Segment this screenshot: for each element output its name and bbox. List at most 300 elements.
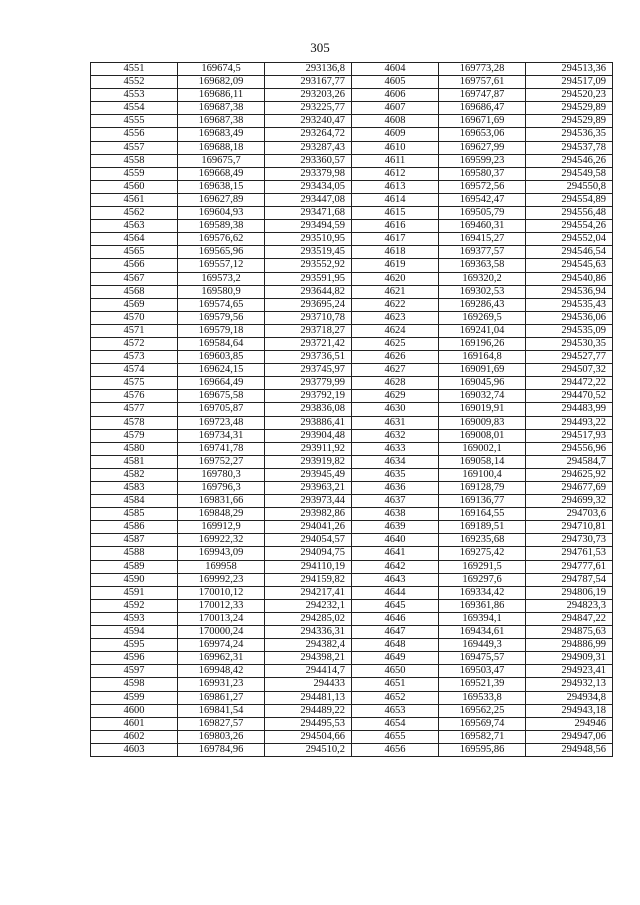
point-number-cell: 4603	[91, 743, 178, 756]
y-coordinate-cell: 294536,94	[526, 285, 613, 298]
x-coordinate-cell: 169686,47	[439, 102, 526, 115]
y-coordinate-cell: 293710,78	[265, 311, 352, 324]
x-coordinate-cell: 169638,15	[178, 180, 265, 193]
table-row	[91, 652, 613, 665]
point-number-cell: 4581	[91, 455, 178, 468]
point-number-cell: 4642	[352, 560, 439, 573]
x-coordinate-cell: 169912,9	[178, 521, 265, 534]
table-row	[91, 416, 613, 429]
y-coordinate-cell: 293379,98	[265, 167, 352, 180]
point-number-cell: 4564	[91, 233, 178, 246]
x-coordinate-cell: 169377,57	[439, 246, 526, 259]
y-coordinate-cell: 294546,26	[526, 154, 613, 167]
x-coordinate-cell: 169675,58	[178, 390, 265, 403]
point-number-cell: 4623	[352, 311, 439, 324]
y-coordinate-cell: 294699,32	[526, 495, 613, 508]
x-coordinate-cell: 169757,61	[439, 76, 526, 89]
y-coordinate-cell: 294730,73	[526, 534, 613, 547]
y-coordinate-cell: 293552,92	[265, 259, 352, 272]
page-number: 305	[310, 40, 330, 55]
x-coordinate-cell: 169542,47	[439, 193, 526, 206]
table-row	[91, 154, 613, 167]
point-number-cell: 4600	[91, 704, 178, 717]
x-coordinate-cell: 169241,04	[439, 324, 526, 337]
x-coordinate-cell: 169363,58	[439, 259, 526, 272]
point-number-cell: 4551	[91, 63, 178, 76]
table-row	[91, 351, 613, 364]
y-coordinate-cell: 294934,8	[526, 691, 613, 704]
table-row	[91, 337, 613, 350]
y-coordinate-cell: 293519,45	[265, 246, 352, 259]
y-coordinate-cell: 294549,58	[526, 167, 613, 180]
point-number-cell: 4594	[91, 626, 178, 639]
point-number-cell: 4571	[91, 324, 178, 337]
y-coordinate-cell: 293779,99	[265, 377, 352, 390]
y-coordinate-cell: 294336,31	[265, 626, 352, 639]
x-coordinate-cell: 169603,85	[178, 351, 265, 364]
y-coordinate-cell: 293911,92	[265, 442, 352, 455]
table-row	[91, 233, 613, 246]
point-number-cell: 4630	[352, 403, 439, 416]
y-coordinate-cell: 294414,7	[265, 665, 352, 678]
x-coordinate-cell: 169831,66	[178, 495, 265, 508]
point-number-cell: 4650	[352, 665, 439, 678]
point-number-cell: 4572	[91, 337, 178, 350]
point-number-cell: 4586	[91, 521, 178, 534]
point-number-cell: 4553	[91, 89, 178, 102]
point-number-cell: 4617	[352, 233, 439, 246]
table-row	[91, 586, 613, 599]
x-coordinate-cell: 169291,5	[439, 560, 526, 573]
table-row	[91, 272, 613, 285]
y-coordinate-cell: 294875,63	[526, 626, 613, 639]
table-row	[91, 495, 613, 508]
x-coordinate-cell: 169582,71	[439, 730, 526, 743]
table-row	[91, 599, 613, 612]
point-number-cell: 4599	[91, 691, 178, 704]
table-row	[91, 521, 613, 534]
y-coordinate-cell: 294847,22	[526, 612, 613, 625]
y-coordinate-cell: 294517,09	[526, 76, 613, 89]
point-number-cell: 4560	[91, 180, 178, 193]
table-row	[91, 612, 613, 625]
y-coordinate-cell: 294520,23	[526, 89, 613, 102]
table-row	[91, 167, 613, 180]
x-coordinate-cell: 170000,24	[178, 626, 265, 639]
table-row	[91, 534, 613, 547]
x-coordinate-cell: 169579,18	[178, 324, 265, 337]
y-coordinate-cell: 294537,78	[526, 141, 613, 154]
point-number-cell: 4580	[91, 442, 178, 455]
point-number-cell: 4629	[352, 390, 439, 403]
point-number-cell: 4566	[91, 259, 178, 272]
x-coordinate-cell: 169796,3	[178, 482, 265, 495]
table-row	[91, 455, 613, 468]
coordinates-table	[90, 62, 613, 757]
y-coordinate-cell: 293287,43	[265, 141, 352, 154]
x-coordinate-cell: 169019,91	[439, 403, 526, 416]
y-coordinate-cell: 293360,57	[265, 154, 352, 167]
y-coordinate-cell: 294530,35	[526, 337, 613, 350]
y-coordinate-cell: 294517,93	[526, 429, 613, 442]
point-number-cell: 4610	[352, 141, 439, 154]
x-coordinate-cell: 169675,7	[178, 154, 265, 167]
y-coordinate-cell: 293695,24	[265, 298, 352, 311]
table-row	[91, 678, 613, 691]
y-coordinate-cell: 294806,19	[526, 586, 613, 599]
point-number-cell: 4579	[91, 429, 178, 442]
table-row	[91, 76, 613, 89]
x-coordinate-cell: 169687,38	[178, 102, 265, 115]
table-row	[91, 403, 613, 416]
y-coordinate-cell: 293591,95	[265, 272, 352, 285]
point-number-cell: 4616	[352, 220, 439, 233]
x-coordinate-cell: 169803,26	[178, 730, 265, 743]
x-coordinate-cell: 169671,69	[439, 115, 526, 128]
table-row	[91, 246, 613, 259]
y-coordinate-cell: 293225,77	[265, 102, 352, 115]
x-coordinate-cell: 169627,99	[439, 141, 526, 154]
y-coordinate-cell: 294948,56	[526, 743, 613, 756]
y-coordinate-cell: 293447,08	[265, 193, 352, 206]
point-number-cell: 4632	[352, 429, 439, 442]
y-coordinate-cell: 294513,36	[526, 63, 613, 76]
y-coordinate-cell: 294932,13	[526, 678, 613, 691]
y-coordinate-cell: 293836,08	[265, 403, 352, 416]
y-coordinate-cell: 294472,22	[526, 377, 613, 390]
y-coordinate-cell: 294550,8	[526, 180, 613, 193]
point-number-cell: 4584	[91, 495, 178, 508]
x-coordinate-cell: 169572,56	[439, 180, 526, 193]
table-row	[91, 468, 613, 481]
x-coordinate-cell: 169058,14	[439, 455, 526, 468]
point-number-cell: 4619	[352, 259, 439, 272]
point-number-cell: 4620	[352, 272, 439, 285]
x-coordinate-cell: 169624,15	[178, 364, 265, 377]
point-number-cell: 4641	[352, 547, 439, 560]
x-coordinate-cell: 169573,2	[178, 272, 265, 285]
x-coordinate-cell: 169100,4	[439, 468, 526, 481]
point-number-cell: 4585	[91, 508, 178, 521]
table-row	[91, 141, 613, 154]
y-coordinate-cell: 294483,99	[526, 403, 613, 416]
y-coordinate-cell: 294489,22	[265, 704, 352, 717]
point-number-cell: 4591	[91, 586, 178, 599]
table-row	[91, 717, 613, 730]
point-number-cell: 4622	[352, 298, 439, 311]
point-number-cell: 4633	[352, 442, 439, 455]
x-coordinate-cell: 169848,29	[178, 508, 265, 521]
table-row	[91, 102, 613, 115]
y-coordinate-cell: 294710,81	[526, 521, 613, 534]
table-row	[91, 220, 613, 233]
table-row	[91, 560, 613, 573]
point-number-cell: 4648	[352, 639, 439, 652]
point-number-cell: 4618	[352, 246, 439, 259]
point-number-cell: 4557	[91, 141, 178, 154]
x-coordinate-cell: 169958	[178, 560, 265, 573]
x-coordinate-cell: 169604,93	[178, 207, 265, 220]
x-coordinate-cell: 169008,01	[439, 429, 526, 442]
point-number-cell: 4583	[91, 482, 178, 495]
y-coordinate-cell: 293963,21	[265, 482, 352, 495]
x-coordinate-cell: 169589,38	[178, 220, 265, 233]
table-row	[91, 429, 613, 442]
point-number-cell: 4568	[91, 285, 178, 298]
x-coordinate-cell: 169841,54	[178, 704, 265, 717]
x-coordinate-cell: 169682,09	[178, 76, 265, 89]
x-coordinate-cell: 169687,38	[178, 115, 265, 128]
y-coordinate-cell: 293644,82	[265, 285, 352, 298]
x-coordinate-cell: 169579,56	[178, 311, 265, 324]
point-number-cell: 4589	[91, 560, 178, 573]
table-row	[91, 547, 613, 560]
table-row	[91, 89, 613, 102]
y-coordinate-cell: 294529,89	[526, 102, 613, 115]
y-coordinate-cell: 294054,57	[265, 534, 352, 547]
y-coordinate-cell: 293919,82	[265, 455, 352, 468]
point-number-cell: 4637	[352, 495, 439, 508]
y-coordinate-cell: 294552,04	[526, 233, 613, 246]
point-number-cell: 4596	[91, 652, 178, 665]
x-coordinate-cell: 169974,24	[178, 639, 265, 652]
point-number-cell: 4608	[352, 115, 439, 128]
point-number-cell: 4634	[352, 455, 439, 468]
x-coordinate-cell: 169576,62	[178, 233, 265, 246]
y-coordinate-cell: 294507,32	[526, 364, 613, 377]
x-coordinate-cell: 169460,31	[439, 220, 526, 233]
y-coordinate-cell: 294584,7	[526, 455, 613, 468]
x-coordinate-cell: 169269,5	[439, 311, 526, 324]
y-coordinate-cell: 294923,41	[526, 665, 613, 678]
y-coordinate-cell: 294761,53	[526, 547, 613, 560]
x-coordinate-cell: 169705,87	[178, 403, 265, 416]
y-coordinate-cell: 294159,82	[265, 573, 352, 586]
y-coordinate-cell: 293973,44	[265, 495, 352, 508]
y-coordinate-cell: 294947,06	[526, 730, 613, 743]
x-coordinate-cell: 169686,11	[178, 89, 265, 102]
x-coordinate-cell: 169045,96	[439, 377, 526, 390]
x-coordinate-cell: 169562,25	[439, 704, 526, 717]
y-coordinate-cell: 294946	[526, 717, 613, 730]
point-number-cell: 4601	[91, 717, 178, 730]
point-number-cell: 4611	[352, 154, 439, 167]
x-coordinate-cell: 169627,89	[178, 193, 265, 206]
table-row	[91, 665, 613, 678]
x-coordinate-cell: 169962,31	[178, 652, 265, 665]
y-coordinate-cell: 294556,96	[526, 442, 613, 455]
y-coordinate-cell: 294382,4	[265, 639, 352, 652]
point-number-cell: 4570	[91, 311, 178, 324]
y-coordinate-cell: 293240,47	[265, 115, 352, 128]
table-row	[91, 298, 613, 311]
table-row	[91, 390, 613, 403]
point-number-cell: 4556	[91, 128, 178, 141]
y-coordinate-cell: 294527,77	[526, 351, 613, 364]
point-number-cell: 4655	[352, 730, 439, 743]
table-row	[91, 377, 613, 390]
x-coordinate-cell: 169580,9	[178, 285, 265, 298]
table-row	[91, 743, 613, 756]
point-number-cell: 4587	[91, 534, 178, 547]
table-row	[91, 639, 613, 652]
y-coordinate-cell: 293494,59	[265, 220, 352, 233]
table-row	[91, 180, 613, 193]
y-coordinate-cell: 294398,21	[265, 652, 352, 665]
x-coordinate-cell: 170012,33	[178, 599, 265, 612]
table-row	[91, 259, 613, 272]
point-number-cell: 4645	[352, 599, 439, 612]
x-coordinate-cell: 169475,57	[439, 652, 526, 665]
y-coordinate-cell: 294536,35	[526, 128, 613, 141]
y-coordinate-cell: 293945,49	[265, 468, 352, 481]
x-coordinate-cell: 169723,48	[178, 416, 265, 429]
x-coordinate-cell: 169449,3	[439, 639, 526, 652]
y-coordinate-cell: 294217,41	[265, 586, 352, 599]
point-number-cell: 4558	[91, 154, 178, 167]
table-row	[91, 364, 613, 377]
point-number-cell: 4576	[91, 390, 178, 403]
x-coordinate-cell: 169302,53	[439, 285, 526, 298]
y-coordinate-cell: 294041,26	[265, 521, 352, 534]
table-row	[91, 128, 613, 141]
point-number-cell: 4607	[352, 102, 439, 115]
y-coordinate-cell: 294540,86	[526, 272, 613, 285]
y-coordinate-cell: 293203,26	[265, 89, 352, 102]
point-number-cell: 4567	[91, 272, 178, 285]
coordinates-table-body	[91, 63, 613, 757]
point-number-cell: 4621	[352, 285, 439, 298]
table-row	[91, 63, 613, 76]
y-coordinate-cell: 293136,8	[265, 63, 352, 76]
x-coordinate-cell: 169574,65	[178, 298, 265, 311]
y-coordinate-cell: 293745,97	[265, 364, 352, 377]
y-coordinate-cell: 294535,09	[526, 324, 613, 337]
y-coordinate-cell: 293434,05	[265, 180, 352, 193]
point-number-cell: 4569	[91, 298, 178, 311]
point-number-cell: 4577	[91, 403, 178, 416]
point-number-cell: 4651	[352, 678, 439, 691]
x-coordinate-cell: 169922,32	[178, 534, 265, 547]
table-row	[91, 730, 613, 743]
point-number-cell: 4624	[352, 324, 439, 337]
x-coordinate-cell: 169734,31	[178, 429, 265, 442]
x-coordinate-cell: 169780,3	[178, 468, 265, 481]
y-coordinate-cell: 293718,27	[265, 324, 352, 337]
y-coordinate-cell: 293736,51	[265, 351, 352, 364]
point-number-cell: 4590	[91, 573, 178, 586]
point-number-cell: 4588	[91, 547, 178, 560]
point-number-cell: 4595	[91, 639, 178, 652]
x-coordinate-cell: 169297,6	[439, 573, 526, 586]
point-number-cell: 4656	[352, 743, 439, 756]
y-coordinate-cell: 294535,43	[526, 298, 613, 311]
x-coordinate-cell: 169595,86	[439, 743, 526, 756]
point-number-cell: 4604	[352, 63, 439, 76]
x-coordinate-cell: 169361,86	[439, 599, 526, 612]
table-row	[91, 193, 613, 206]
x-coordinate-cell: 169235,68	[439, 534, 526, 547]
point-number-cell: 4555	[91, 115, 178, 128]
point-number-cell: 4646	[352, 612, 439, 625]
x-coordinate-cell: 169196,26	[439, 337, 526, 350]
y-coordinate-cell: 294510,2	[265, 743, 352, 756]
point-number-cell: 4644	[352, 586, 439, 599]
y-coordinate-cell: 294625,92	[526, 468, 613, 481]
y-coordinate-cell: 294909,31	[526, 652, 613, 665]
point-number-cell: 4647	[352, 626, 439, 639]
table-row	[91, 311, 613, 324]
x-coordinate-cell: 169320,2	[439, 272, 526, 285]
x-coordinate-cell: 169002,1	[439, 442, 526, 455]
x-coordinate-cell: 169747,87	[439, 89, 526, 102]
x-coordinate-cell: 169569,74	[439, 717, 526, 730]
x-coordinate-cell: 169189,51	[439, 521, 526, 534]
table-row	[91, 115, 613, 128]
y-coordinate-cell: 293792,19	[265, 390, 352, 403]
point-number-cell: 4639	[352, 521, 439, 534]
point-number-cell: 4559	[91, 167, 178, 180]
point-number-cell: 4606	[352, 89, 439, 102]
x-coordinate-cell: 169091,69	[439, 364, 526, 377]
y-coordinate-cell: 293471,68	[265, 207, 352, 220]
y-coordinate-cell: 294470,52	[526, 390, 613, 403]
x-coordinate-cell: 169948,42	[178, 665, 265, 678]
y-coordinate-cell: 294823,3	[526, 599, 613, 612]
point-number-cell: 4578	[91, 416, 178, 429]
y-coordinate-cell: 293264,72	[265, 128, 352, 141]
point-number-cell: 4654	[352, 717, 439, 730]
point-number-cell: 4593	[91, 612, 178, 625]
point-number-cell: 4628	[352, 377, 439, 390]
x-coordinate-cell: 169653,06	[439, 128, 526, 141]
y-coordinate-cell: 294554,26	[526, 220, 613, 233]
y-coordinate-cell: 294556,48	[526, 207, 613, 220]
x-coordinate-cell: 169009,83	[439, 416, 526, 429]
x-coordinate-cell: 169533,8	[439, 691, 526, 704]
y-coordinate-cell: 294787,54	[526, 573, 613, 586]
y-coordinate-cell: 294433	[265, 678, 352, 691]
x-coordinate-cell: 169584,64	[178, 337, 265, 350]
point-number-cell: 4631	[352, 416, 439, 429]
point-number-cell: 4592	[91, 599, 178, 612]
x-coordinate-cell: 169861,27	[178, 691, 265, 704]
point-number-cell: 4602	[91, 730, 178, 743]
point-number-cell: 4636	[352, 482, 439, 495]
x-coordinate-cell: 169136,77	[439, 495, 526, 508]
point-number-cell: 4562	[91, 207, 178, 220]
table-row	[91, 482, 613, 495]
x-coordinate-cell: 169688,18	[178, 141, 265, 154]
x-coordinate-cell: 169943,09	[178, 547, 265, 560]
x-coordinate-cell: 169521,39	[439, 678, 526, 691]
point-number-cell: 4605	[352, 76, 439, 89]
x-coordinate-cell: 169741,78	[178, 442, 265, 455]
x-coordinate-cell: 169931,23	[178, 678, 265, 691]
x-coordinate-cell: 169668,49	[178, 167, 265, 180]
x-coordinate-cell: 169415,27	[439, 233, 526, 246]
x-coordinate-cell: 169580,37	[439, 167, 526, 180]
x-coordinate-cell: 169827,57	[178, 717, 265, 730]
point-number-cell: 4597	[91, 665, 178, 678]
point-number-cell: 4627	[352, 364, 439, 377]
x-coordinate-cell: 169275,42	[439, 547, 526, 560]
y-coordinate-cell: 294554,89	[526, 193, 613, 206]
y-coordinate-cell: 294703,6	[526, 508, 613, 521]
point-number-cell: 4598	[91, 678, 178, 691]
table-row	[91, 442, 613, 455]
x-coordinate-cell: 169434,61	[439, 626, 526, 639]
